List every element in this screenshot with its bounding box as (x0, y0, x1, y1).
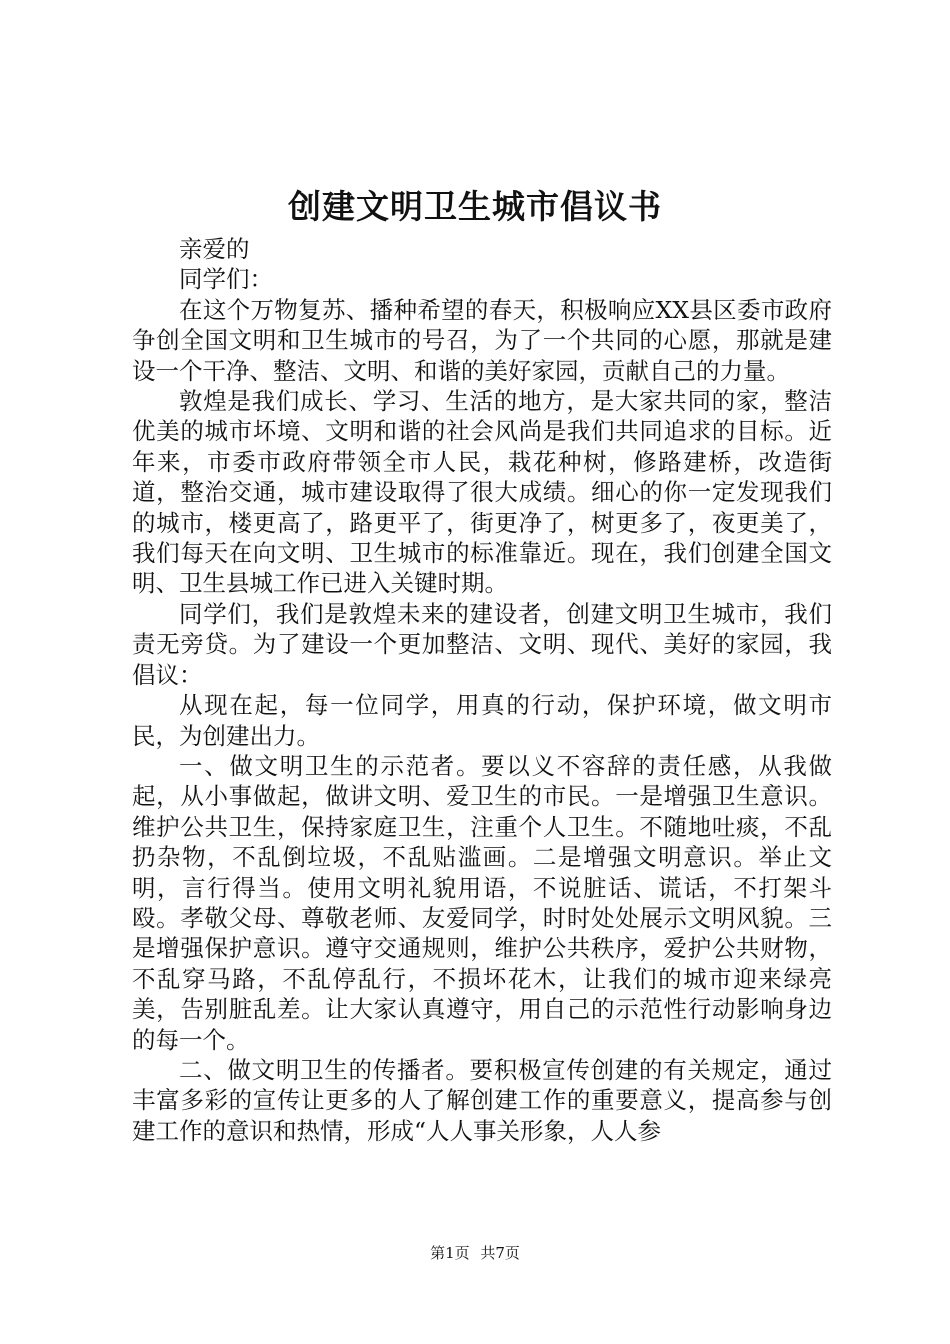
paragraph-call: 同学们，我们是敦煌未来的建设者，创建文明卫生城市，我们责无旁贷。为了建设一个更加整洁、文明、现代、美好的家园，我倡议： (132, 599, 832, 689)
document-body (132, 234, 832, 1146)
page-footer (0, 1243, 950, 1263)
page-number: 第1页 (430, 1244, 470, 1262)
paragraph-from-now: 从现在起，每一位同学，用真的行动，保护环境，做文明市民，为创建出力。 (132, 691, 832, 750)
salutation-line-1: 亲爱的 (179, 235, 250, 263)
paragraph-dunhuang: 敦煌是我们成长、学习、生活的地方，是大家共同的家，整洁优美的城市坏境、文明和谐的社会风尚是我们共同追求的目标。近年来，市委市政府带领全市人民，栽花种树，修路建桥，改造街道，整治交通，城市建设取得了很大成绩。细心的你一定发现我们的城市，楼更高了，路更平了，街更净了，树更多了，夜更美了，我们每天在向文明、卫生城市的标准靠近。现在，我们创建全国文明、卫生县城工作已进入关键时期。 (132, 387, 832, 598)
paragraph-item-two: 二、做文明卫生的传播者。要积极宣传创建的有关规定，通过丰富多彩的宣传让更多的人了解创建工作的重要意义，提高参与创建工作的意识和热情，形成“人人事关形象，人人参 (132, 1055, 832, 1145)
page-total: 共7页 (480, 1244, 520, 1262)
salutation-line-2: 同学们： (179, 265, 273, 294)
paragraph-intro: 在这个万物复苏、播种希望的春天，积极响应XX县区委市政府争创全国文明和卫生城市的号召，为了一个共同的心愿，那就是建设一个干净、整洁、文明、和谐的美好家园，贡献自己的力量。 (132, 295, 832, 385)
paragraph-item-one: 一、做文明卫生的示范者。要以义不容辞的责任感，从我做起，从小事做起，做讲文明、爱卫生的市民。一是增强卫生意识。维护公共卫生，保持家庭卫生，注重个人卫生。不随地吐痰，不乱扔杂物，不乱倒垃圾，不乱贴滥画。二是增强文明意识。举止文明，言行得当。使用文明礼貌用语，不说脏话、谎话，不打架斗殴。孝敬父母、尊敬老师、友爱同学，时时处处展示文明风貌。三是增强保护意识。遵守交通规则，维护公共秩序，爱护公共财物，不乱穿马路，不乱停乱行，不损坏花木，让我们的城市迎来绿亮美，告别脏乱差。让大家认真遵守，用自己的示范性行动影响身边的每一个。 (132, 751, 832, 1054)
document-title: 创建文明卫生城市倡议书 (288, 187, 662, 226)
